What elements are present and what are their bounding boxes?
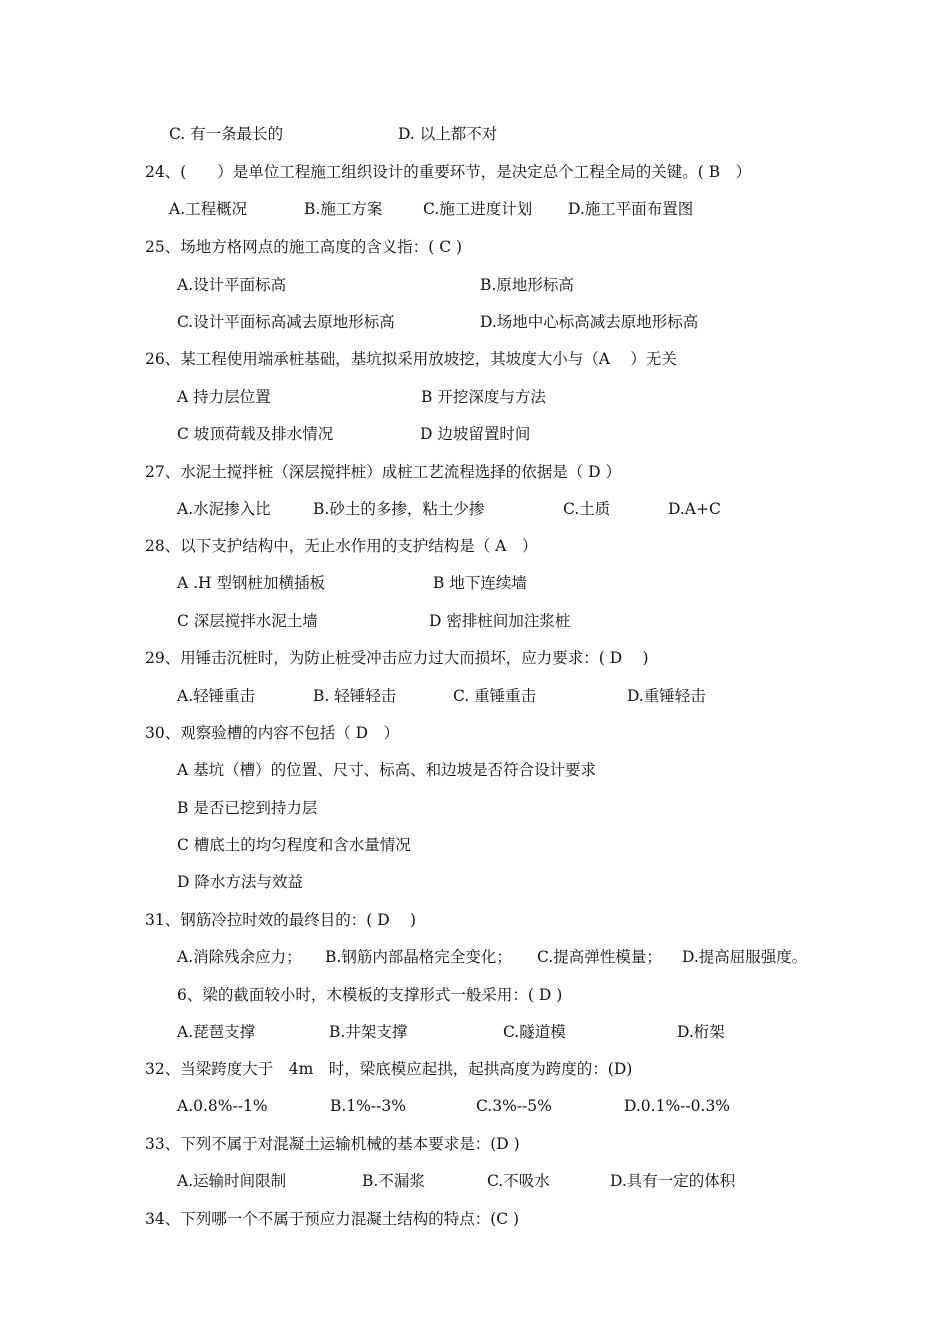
- option-c: C 深层搅拌水泥土墙: [177, 612, 318, 630]
- option-b: B.1%--3%: [330, 1097, 406, 1115]
- option-c: C.设计平面标高减去原地形标高: [177, 313, 395, 331]
- option-b: B.施工方案: [304, 200, 383, 218]
- option-c: C 坡顶荷载及排水情况: [177, 425, 334, 443]
- option-c: C.提高弹性模量；: [537, 948, 662, 966]
- option-row: [0, 384, 950, 410]
- question-26: [0, 346, 950, 372]
- question-text: 30、观察验槽的内容不包括（ D ）: [145, 724, 400, 742]
- option-c: C. 有一条最长的: [169, 125, 284, 143]
- option-b: B.钢筋内部晶格完全变化；: [325, 948, 512, 966]
- option-d: D.具有一定的体积: [610, 1172, 736, 1190]
- option-d: D.桁架: [677, 1023, 725, 1041]
- option-a: A .H 型钢桩加横插板: [177, 574, 325, 592]
- question-30: [0, 720, 950, 746]
- option-a: A.设计平面标高: [177, 276, 287, 294]
- option-d: D.重锤轻击: [627, 687, 706, 705]
- option-row: [0, 421, 950, 447]
- question-text: 33、下列不属于对混凝土运输机械的基本要求是：(D ): [145, 1135, 520, 1153]
- option-row: [0, 309, 950, 335]
- option-a: A 持力层位置: [177, 388, 271, 406]
- question-text: 27、水泥土搅拌桩（深层搅拌桩）成桩工艺流程选择的依据是（ D ）: [145, 463, 622, 481]
- option-row: [0, 608, 950, 634]
- option-a: A.消除残余应力；: [177, 948, 302, 966]
- option-row: [0, 196, 950, 222]
- option-row: [0, 869, 950, 895]
- option-b: B 地下连续墙: [433, 574, 527, 592]
- question-34: [0, 1206, 950, 1232]
- option-a: A.运输时间限制: [177, 1172, 287, 1190]
- option-row: [0, 272, 950, 298]
- option-d: D 降水方法与效益: [177, 873, 303, 891]
- question-text: 29、用锤击沉桩时，为防止桩受冲击应力过大而损坏，应力要求：( D ): [145, 649, 649, 667]
- option-c: C.隧道模: [503, 1023, 566, 1041]
- option-a: A.轻锤重击: [177, 687, 256, 705]
- question-24: [0, 159, 950, 185]
- option-c: C 槽底土的均匀程度和含水量情况: [177, 836, 411, 854]
- option-d: D.提高屈服强度。: [682, 948, 808, 966]
- option-b: B 是否已挖到持力层: [177, 799, 318, 817]
- question-text: 31、钢筋冷拉时效的最终目的：( D ): [145, 911, 417, 929]
- option-row: [0, 496, 950, 522]
- option-row: [0, 832, 950, 858]
- question-29: [0, 645, 950, 671]
- option-d: D.A+C: [668, 500, 721, 518]
- option-row: [0, 683, 950, 709]
- option-c: C. 重锤重击: [453, 687, 537, 705]
- question-text: 6、梁的截面较小时，木模板的支撑形式一般采用：( D ): [177, 986, 563, 1004]
- option-row: [0, 1019, 950, 1045]
- option-c: C.3%--5%: [476, 1097, 552, 1115]
- option-row: [0, 757, 950, 783]
- option-a: A.水泥掺入比: [177, 500, 271, 518]
- question-32: [0, 1056, 950, 1082]
- option-a: A.琵琶支撑: [177, 1023, 256, 1041]
- option-c: C.不吸水: [487, 1172, 550, 1190]
- option-a: A.0.8%--1%: [177, 1097, 268, 1115]
- question-text: 24、( ）是单位工程施工组织设计的重要环节，是决定总个工程全局的关键。( B ）: [145, 163, 752, 181]
- option-d: D.场地中心标高减去原地形标高: [480, 313, 699, 331]
- option-d: D. 以上都不对: [398, 125, 498, 143]
- option-b: B.砂土的多掺，粘土少掺: [313, 500, 485, 518]
- question-text: 25、场地方格网点的施工高度的含义指：( C ): [145, 238, 463, 256]
- question-text: 26、某工程使用端承桩基础，基坑拟采用放坡挖，其坡度大小与（A ）无关: [145, 350, 677, 368]
- option-d: D.0.1%--0.3%: [624, 1097, 731, 1115]
- question-27: [0, 459, 950, 485]
- question-25: [0, 234, 950, 260]
- option-b: B.原地形标高: [480, 276, 574, 294]
- question-28: [0, 533, 950, 559]
- option-d: D 边坡留置时间: [420, 425, 531, 443]
- question-text: 32、当梁跨度大于 4m 时，梁底模应起拱，起拱高度为跨度的：(D): [145, 1060, 633, 1078]
- option-b: B.不漏浆: [362, 1172, 425, 1190]
- option-row: [0, 944, 950, 970]
- option-a: A 基坑（槽）的位置、尺寸、标高、和边坡是否符合设计要求: [177, 761, 597, 779]
- question-31: [0, 907, 950, 933]
- option-d: D 密排桩间加注浆桩: [429, 612, 571, 630]
- option-row: [0, 570, 950, 596]
- option-row: [0, 795, 950, 821]
- question-33: [0, 1131, 950, 1157]
- option-c: C.土质: [563, 500, 611, 518]
- option-d: D.施工平面布置图: [568, 200, 694, 218]
- option-c: C.施工进度计划: [423, 200, 533, 218]
- option-row: [0, 1093, 950, 1119]
- question-text: 34、下列哪一个不属于预应力混凝土结构的特点：(C ): [145, 1210, 520, 1228]
- question-text: 28、以下支护结构中，无止水作用的支护结构是（ A ）: [145, 537, 538, 555]
- question-6: [0, 982, 950, 1008]
- option-b: B 开挖深度与方法: [421, 388, 546, 406]
- option-b: B. 轻锤轻击: [313, 687, 397, 705]
- option-row: [0, 1168, 950, 1194]
- option-row: [0, 121, 950, 147]
- option-a: A.工程概况: [169, 200, 248, 218]
- option-b: B.井架支撑: [329, 1023, 408, 1041]
